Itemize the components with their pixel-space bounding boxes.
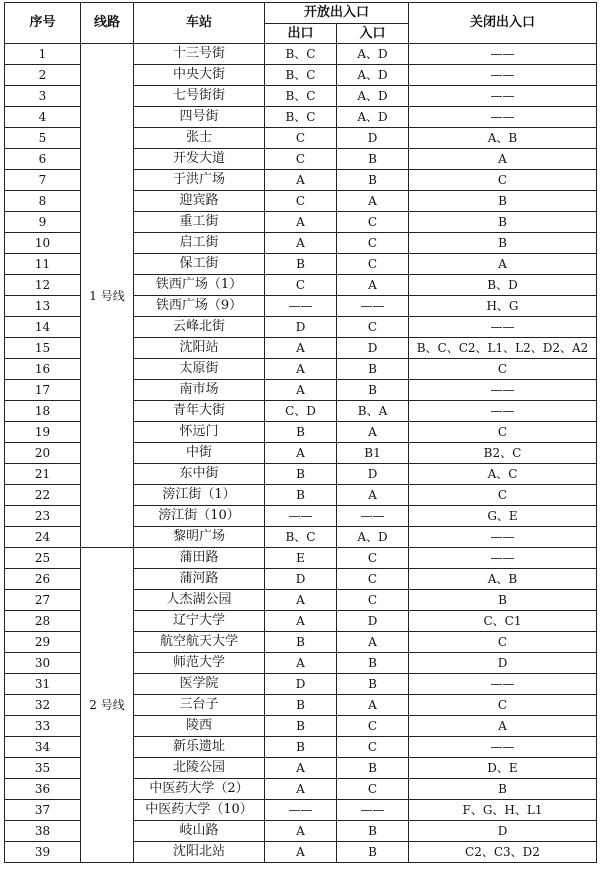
- row-closed: C: [409, 695, 597, 716]
- row-station: 太原街: [134, 359, 265, 380]
- row-exit: A: [265, 359, 337, 380]
- row-entrance: C: [337, 569, 409, 590]
- row-exit: D: [265, 569, 337, 590]
- row-exit: ——: [265, 296, 337, 317]
- row-seq: 16: [5, 359, 81, 380]
- row-closed: A、C: [409, 464, 597, 485]
- row-station: 新乐遗址: [134, 737, 265, 758]
- row-entrance: C: [337, 548, 409, 569]
- row-station: 云峰北街: [134, 317, 265, 338]
- row-entrance: B1: [337, 443, 409, 464]
- row-closed: A、B: [409, 128, 597, 149]
- row-station: 岐山路: [134, 821, 265, 842]
- row-station: 北陵公园: [134, 758, 265, 779]
- row-station: 沈阳北站: [134, 842, 265, 863]
- row-closed: C: [409, 485, 597, 506]
- row-entrance: ——: [337, 506, 409, 527]
- table-header: [5, 3, 597, 44]
- row-station: 蒲河路: [134, 569, 265, 590]
- row-seq: 7: [5, 170, 81, 191]
- row-closed: B: [409, 212, 597, 233]
- row-closed: B、D: [409, 275, 597, 296]
- row-entrance: B、A: [337, 401, 409, 422]
- row-seq: 10: [5, 233, 81, 254]
- row-station: 铁西广场（1）: [134, 275, 265, 296]
- row-closed: B: [409, 590, 597, 611]
- row-entrance: B: [337, 674, 409, 695]
- row-seq: 23: [5, 506, 81, 527]
- row-closed: A: [409, 149, 597, 170]
- row-seq: 3: [5, 86, 81, 107]
- row-station: 三台子: [134, 695, 265, 716]
- row-station: 怀远门: [134, 422, 265, 443]
- row-seq: 8: [5, 191, 81, 212]
- header-station: 车站: [134, 3, 265, 44]
- row-seq: 39: [5, 842, 81, 863]
- row-entrance: D: [337, 464, 409, 485]
- row-entrance: B: [337, 170, 409, 191]
- row-exit: B: [265, 632, 337, 653]
- row-entrance: B: [337, 359, 409, 380]
- row-station: 迎宾路: [134, 191, 265, 212]
- row-closed: ——: [409, 317, 597, 338]
- row-entrance: A、D: [337, 527, 409, 548]
- header-seq: 序号: [5, 3, 81, 44]
- row-entrance: A、D: [337, 44, 409, 65]
- row-entrance: ——: [337, 800, 409, 821]
- row-station: 张士: [134, 128, 265, 149]
- row-closed: B2、C: [409, 443, 597, 464]
- row-closed: C: [409, 422, 597, 443]
- table-row: [5, 548, 597, 569]
- row-exit: B、C: [265, 44, 337, 65]
- row-closed: C: [409, 359, 597, 380]
- row-closed: A: [409, 716, 597, 737]
- row-seq: 17: [5, 380, 81, 401]
- row-seq: 14: [5, 317, 81, 338]
- row-seq: 30: [5, 653, 81, 674]
- row-exit: B、C: [265, 86, 337, 107]
- row-exit: B、C: [265, 65, 337, 86]
- row-closed: ——: [409, 401, 597, 422]
- row-entrance: A: [337, 191, 409, 212]
- row-closed: B: [409, 191, 597, 212]
- row-entrance: B: [337, 821, 409, 842]
- line-cell: 2 号线: [81, 548, 134, 863]
- row-entrance: D: [337, 128, 409, 149]
- row-entrance: D: [337, 338, 409, 359]
- row-exit: C: [265, 275, 337, 296]
- row-closed: H、G: [409, 296, 597, 317]
- row-station: 中医药大学（2）: [134, 779, 265, 800]
- row-seq: 4: [5, 107, 81, 128]
- row-exit: A: [265, 653, 337, 674]
- table-body: [5, 44, 597, 863]
- header-entrance: 入口: [337, 24, 409, 44]
- row-station: 人杰湖公园: [134, 590, 265, 611]
- row-station: 医学院: [134, 674, 265, 695]
- row-seq: 5: [5, 128, 81, 149]
- row-entrance: A: [337, 422, 409, 443]
- row-closed: C、C1: [409, 611, 597, 632]
- row-closed: ——: [409, 65, 597, 86]
- row-exit: B: [265, 716, 337, 737]
- row-seq: 33: [5, 716, 81, 737]
- row-exit: B: [265, 737, 337, 758]
- row-station: 沈阳站: [134, 338, 265, 359]
- row-seq: 29: [5, 632, 81, 653]
- row-entrance: C: [337, 317, 409, 338]
- row-seq: 20: [5, 443, 81, 464]
- row-exit: A: [265, 233, 337, 254]
- row-seq: 28: [5, 611, 81, 632]
- row-exit: D: [265, 674, 337, 695]
- header-line: 线路: [81, 3, 134, 44]
- row-seq: 31: [5, 674, 81, 695]
- row-seq: 35: [5, 758, 81, 779]
- row-station: 四号街: [134, 107, 265, 128]
- row-closed: ——: [409, 380, 597, 401]
- row-station: 东中街: [134, 464, 265, 485]
- row-exit: B: [265, 254, 337, 275]
- row-closed: C: [409, 170, 597, 191]
- row-closed: B: [409, 233, 597, 254]
- row-closed: D、E: [409, 758, 597, 779]
- row-seq: 22: [5, 485, 81, 506]
- row-entrance: C: [337, 779, 409, 800]
- row-station: 十三号街: [134, 44, 265, 65]
- row-entrance: A、D: [337, 86, 409, 107]
- row-entrance: C: [337, 233, 409, 254]
- row-closed: ——: [409, 86, 597, 107]
- row-seq: 32: [5, 695, 81, 716]
- row-seq: 15: [5, 338, 81, 359]
- row-closed: A: [409, 254, 597, 275]
- header-open: 开放出入口: [265, 3, 409, 24]
- row-seq: 36: [5, 779, 81, 800]
- row-exit: A: [265, 842, 337, 863]
- row-seq: 6: [5, 149, 81, 170]
- row-station: 航空航天大学: [134, 632, 265, 653]
- row-entrance: B: [337, 149, 409, 170]
- row-seq: 11: [5, 254, 81, 275]
- row-station: 七号街街: [134, 86, 265, 107]
- row-exit: C: [265, 191, 337, 212]
- row-exit: ——: [265, 506, 337, 527]
- row-seq: 24: [5, 527, 81, 548]
- row-entrance: A: [337, 632, 409, 653]
- row-closed: B: [409, 779, 597, 800]
- row-entrance: A: [337, 275, 409, 296]
- row-station: 南市场: [134, 380, 265, 401]
- row-exit: B、C: [265, 527, 337, 548]
- row-entrance: D: [337, 611, 409, 632]
- row-exit: B、C: [265, 107, 337, 128]
- row-closed: ——: [409, 548, 597, 569]
- row-station: 滂江街（1）: [134, 485, 265, 506]
- row-station: 于洪广场: [134, 170, 265, 191]
- row-exit: C: [265, 149, 337, 170]
- row-exit: A: [265, 443, 337, 464]
- row-seq: 38: [5, 821, 81, 842]
- row-entrance: B: [337, 380, 409, 401]
- row-exit: B: [265, 422, 337, 443]
- row-exit: C、D: [265, 401, 337, 422]
- row-station: 中医药大学（10）: [134, 800, 265, 821]
- row-station: 中央大街: [134, 65, 265, 86]
- row-seq: 12: [5, 275, 81, 296]
- row-exit: A: [265, 590, 337, 611]
- row-station: 铁西广场（9）: [134, 296, 265, 317]
- row-seq: 2: [5, 65, 81, 86]
- row-seq: 25: [5, 548, 81, 569]
- row-station: 启工街: [134, 233, 265, 254]
- row-station: 青年大街: [134, 401, 265, 422]
- row-exit: A: [265, 779, 337, 800]
- row-entrance: B: [337, 758, 409, 779]
- row-entrance: A: [337, 485, 409, 506]
- row-station: 保工街: [134, 254, 265, 275]
- row-station: 师范大学: [134, 653, 265, 674]
- row-station: 辽宁大学: [134, 611, 265, 632]
- row-exit: A: [265, 170, 337, 191]
- row-seq: 1: [5, 44, 81, 65]
- row-entrance: A、D: [337, 107, 409, 128]
- row-closed: D: [409, 653, 597, 674]
- row-closed: C2、C3、D2: [409, 842, 597, 863]
- row-entrance: A: [337, 695, 409, 716]
- row-closed: D: [409, 821, 597, 842]
- row-exit: A: [265, 611, 337, 632]
- row-exit: B: [265, 464, 337, 485]
- row-station: 中街: [134, 443, 265, 464]
- header-closed: 关闭出入口: [409, 3, 597, 44]
- row-station: 滂江街（10）: [134, 506, 265, 527]
- line-cell: 1 号线: [81, 44, 134, 548]
- row-station: 开发大道: [134, 149, 265, 170]
- row-closed: ——: [409, 527, 597, 548]
- row-exit: C: [265, 128, 337, 149]
- row-station: 重工街: [134, 212, 265, 233]
- row-exit: A: [265, 212, 337, 233]
- table-row: [5, 44, 597, 65]
- row-entrance: C: [337, 590, 409, 611]
- row-exit: B: [265, 485, 337, 506]
- row-seq: 21: [5, 464, 81, 485]
- row-seq: 13: [5, 296, 81, 317]
- row-seq: 18: [5, 401, 81, 422]
- row-exit: A: [265, 758, 337, 779]
- row-exit: ——: [265, 800, 337, 821]
- row-seq: 19: [5, 422, 81, 443]
- row-seq: 9: [5, 212, 81, 233]
- row-seq: 37: [5, 800, 81, 821]
- row-entrance: A、D: [337, 65, 409, 86]
- row-seq: 26: [5, 569, 81, 590]
- row-closed: A、B: [409, 569, 597, 590]
- row-entrance: ——: [337, 296, 409, 317]
- row-closed: ——: [409, 737, 597, 758]
- row-exit: A: [265, 338, 337, 359]
- row-closed: C: [409, 632, 597, 653]
- row-closed: F、G、H、L1: [409, 800, 597, 821]
- row-station: 蒲田路: [134, 548, 265, 569]
- row-exit: A: [265, 821, 337, 842]
- row-exit: D: [265, 317, 337, 338]
- row-seq: 27: [5, 590, 81, 611]
- row-exit: A: [265, 380, 337, 401]
- row-entrance: C: [337, 737, 409, 758]
- row-station: 黎明广场: [134, 527, 265, 548]
- row-entrance: B: [337, 842, 409, 863]
- header-exit: 出口: [265, 24, 337, 44]
- row-closed: G、E: [409, 506, 597, 527]
- row-closed: ——: [409, 107, 597, 128]
- station-exit-table: [4, 2, 597, 863]
- row-entrance: C: [337, 716, 409, 737]
- row-exit: E: [265, 548, 337, 569]
- row-exit: B: [265, 695, 337, 716]
- row-closed: ——: [409, 674, 597, 695]
- row-entrance: C: [337, 212, 409, 233]
- row-closed: B、C、C2、L1、L2、D2、A2: [409, 338, 597, 359]
- row-entrance: C: [337, 254, 409, 275]
- row-closed: ——: [409, 44, 597, 65]
- row-entrance: B: [337, 653, 409, 674]
- row-station: 陵西: [134, 716, 265, 737]
- row-seq: 34: [5, 737, 81, 758]
